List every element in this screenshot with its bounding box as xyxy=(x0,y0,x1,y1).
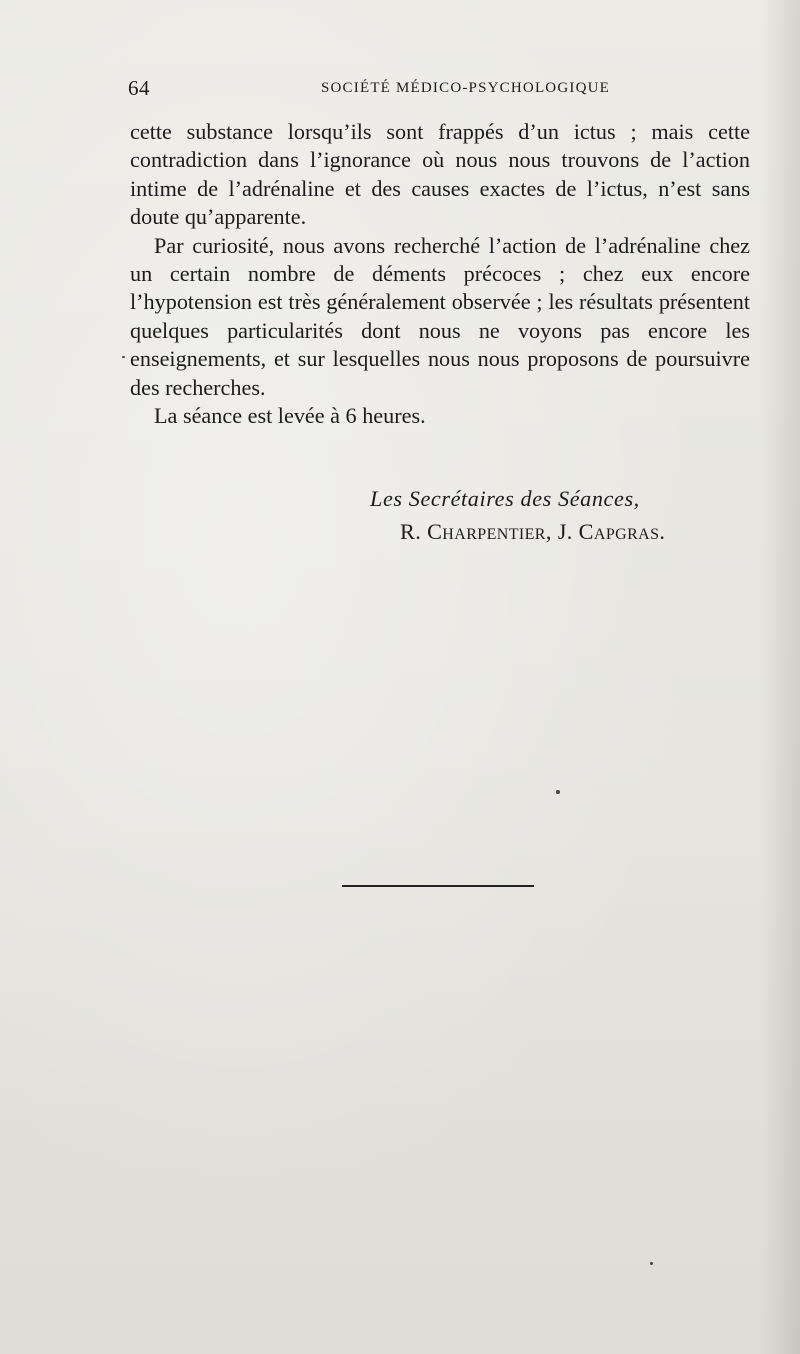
running-head: SOCIÉTÉ MÉDICO-PSYCHOLOGIQUE xyxy=(320,80,610,96)
print-speck xyxy=(122,356,125,358)
end-rule xyxy=(342,885,534,887)
signature-names: R. Charpentier, J. Capgras. xyxy=(400,519,666,544)
page-number: 64 xyxy=(128,76,150,100)
session-closing-line: La séance est levée à 6 heures. xyxy=(154,403,426,429)
print-speck xyxy=(650,1262,653,1265)
body-text xyxy=(130,118,750,430)
page-header xyxy=(128,74,610,104)
signature-title: Les Secrétaires des Séances, xyxy=(370,486,640,511)
paragraph-continuation: cette substance lorsqu’ils sont frappés d’un ictus ; mais cette contradiction dans l’ignorance où nous nous trouvons de l’action intime de l’adrénaline et des causes exactes de l’ictus, n’est sans doute qu’apparente. xyxy=(130,119,750,230)
signature-block xyxy=(130,482,750,548)
paragraph-dementia-study: Par curiosité, nous avons recherché l’action de l’adrénaline chez un certain nombre de déments précoces ; chez eux encore l’hypotension est très généralement observée ; les résultats présentent quelques particularités dont nous ne voyons pas encore les enseignements, et sur lesquelles nous nous proposons de poursuivre des recherches. xyxy=(130,232,750,400)
page-edge-shadow xyxy=(760,0,800,1354)
print-speck xyxy=(556,790,560,794)
